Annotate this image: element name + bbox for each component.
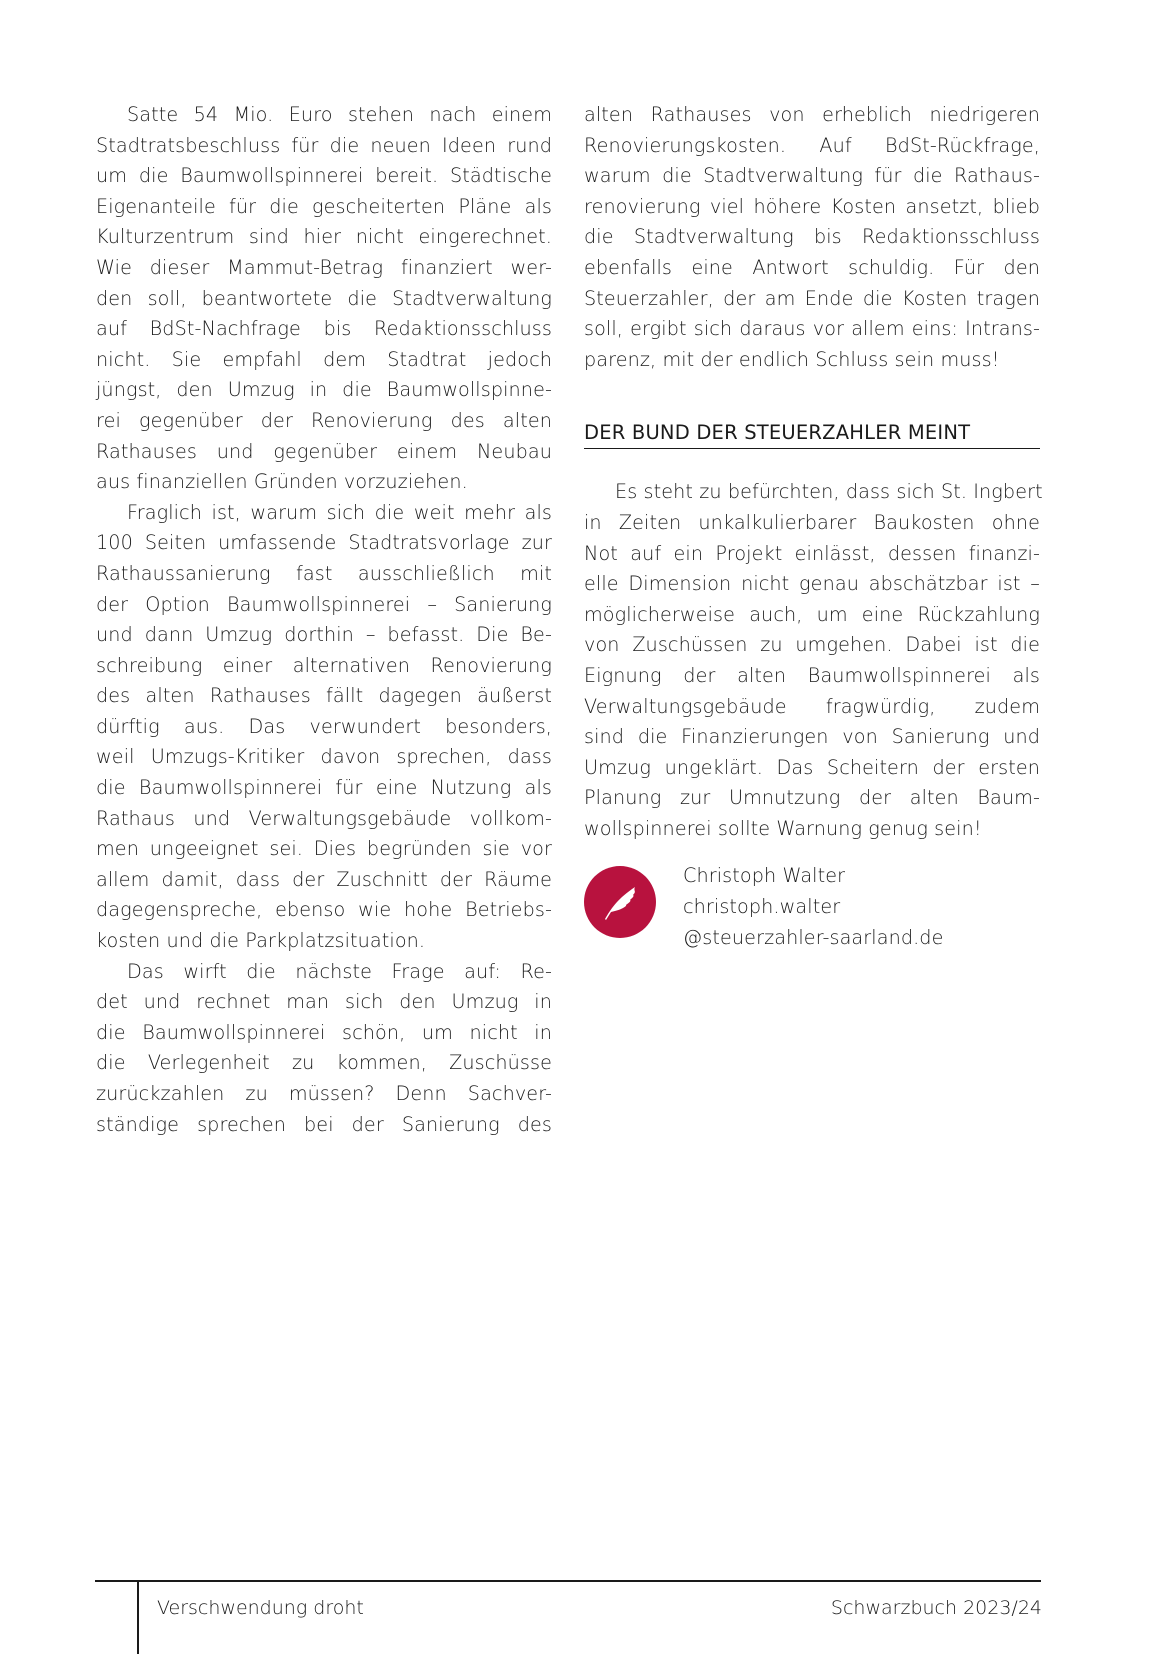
text-line: Rathauses und gegenüber einem Neubau bbox=[96, 439, 552, 463]
left-column bbox=[96, 100, 552, 1140]
text-line: Rathaus und Verwaltungsgebäude vollkom- bbox=[96, 806, 552, 830]
author-name: Christoph Walter bbox=[683, 864, 846, 888]
text-line: sind die Finanzierungen von Sanierung und bbox=[584, 725, 1040, 749]
right-column-intro bbox=[584, 100, 1040, 375]
text-line: Not auf ein Projekt einlässt, dessen finanzi- bbox=[584, 541, 1040, 565]
text-line: der Option Baumwollspinnerei – Sanierung bbox=[96, 592, 552, 616]
author-details bbox=[683, 861, 944, 953]
text-line: wollspinnerei sollte Warnung genug sein! bbox=[584, 816, 982, 840]
text-line: Es steht zu befürchten, dass sich St. Ingbert bbox=[615, 480, 1043, 504]
footer-vertical-rule bbox=[137, 1581, 139, 1654]
text-line: soll, ergibt sich daraus vor allem eins: Intrans- bbox=[584, 317, 1040, 341]
quill-icon bbox=[584, 866, 656, 938]
text-line: Eigenanteile für die gescheiterten Pläne als bbox=[96, 194, 552, 218]
text-line: weil Umzugs-Kritiker davon sprechen, dass bbox=[96, 745, 552, 769]
text-line: men ungeeignet sei. Dies begründen sie vor bbox=[96, 837, 552, 861]
footer-publication: Schwarzbuch 2023/24 bbox=[830, 1597, 1042, 1619]
text-line: von Zuschüssen zu umgehen. Dabei ist die bbox=[584, 633, 1040, 657]
text-line: Eignung der alten Baumwollspinnerei als bbox=[584, 663, 1040, 687]
text-line: ebenfalls eine Antwort schuldig. Für den bbox=[584, 255, 1040, 279]
text-line: Satte 54 Mio. Euro stehen nach einem bbox=[127, 103, 552, 126]
text-line: dagegenspreche, ebenso wie hohe Betriebs- bbox=[96, 898, 552, 922]
text-line: um die Baumwollspinnerei bereit. Städtische bbox=[96, 164, 552, 188]
text-line: die Stadtverwaltung bis Redaktionsschluss bbox=[584, 225, 1040, 249]
text-line: ständige sprechen bei der Sanierung des bbox=[96, 1112, 552, 1136]
text-line: elle Dimension nicht genau abschätzbar ist – bbox=[584, 572, 1040, 596]
text-line: zurückzahlen zu müssen? Denn Sachver- bbox=[96, 1082, 552, 1105]
footer-rule bbox=[95, 1580, 1041, 1582]
author-email-line1[interactable]: christoph.walter bbox=[683, 895, 841, 919]
text-line: Fraglich ist, warum sich die weit mehr als bbox=[127, 500, 552, 524]
author-block bbox=[584, 864, 1040, 964]
text-line: in Zeiten unkalkulierbarer Baukosten ohne bbox=[584, 510, 1040, 534]
text-line: jüngst, den Umzug in die Baumwollspinne- bbox=[96, 378, 552, 402]
footer-section-title: Verschwendung droht bbox=[157, 1597, 364, 1619]
text-line: 100 Seiten umfassende Stadtratsvorlage zur bbox=[96, 531, 552, 555]
text-line: det und rechnet man sich den Umzug in bbox=[96, 990, 552, 1014]
text-line: renovierung viel höhere Kosten ansetzt, blieb bbox=[584, 194, 1040, 218]
text-line: auf BdSt-Nachfrage bis Redaktionsschluss bbox=[96, 317, 552, 341]
paragraph bbox=[96, 498, 552, 957]
opinion-body bbox=[584, 477, 1043, 844]
text-line: die Verlegenheit zu kommen, Zuschüsse bbox=[96, 1051, 552, 1075]
author-email-line2[interactable]: @steuerzahler-saarland.de bbox=[683, 925, 944, 949]
text-line: nicht. Sie empfahl dem Stadtrat jedoch bbox=[96, 347, 552, 371]
text-line: Stadtratsbeschluss für die neuen Ideen rund bbox=[96, 133, 552, 157]
text-line: Verwaltungsgebäude fragwürdig, zudem bbox=[584, 694, 1040, 718]
text-line: Umzug ungeklärt. Das Scheitern der ersten bbox=[584, 755, 1040, 779]
text-line: Kulturzentrum sind hier nicht eingerechnet. bbox=[96, 225, 552, 249]
right-column bbox=[584, 100, 1043, 964]
text-line: Das wirft die nächste Frage auf: Re- bbox=[127, 959, 552, 983]
text-line: aus finanziellen Gründen vorzuziehen. bbox=[96, 470, 468, 494]
text-line: warum die Stadtverwaltung für die Rathaus- bbox=[584, 164, 1040, 188]
text-line: den soll, beantwortete die Stadtverwaltung bbox=[96, 286, 552, 310]
opinion-heading: DER BUND DER STEUERZAHLER MEINT bbox=[584, 419, 1040, 449]
text-line: die Baumwollspinnerei schön, um nicht in bbox=[96, 1020, 552, 1044]
text-line: des alten Rathauses fällt dagegen äußerst bbox=[96, 684, 552, 708]
text-line: rei gegenüber der Renovierung des alten bbox=[96, 408, 552, 432]
paragraph bbox=[96, 957, 552, 1141]
text-line: dürftig aus. Das verwundert besonders, bbox=[96, 714, 552, 738]
text-line: Wie dieser Mammut-Betrag finanziert wer- bbox=[96, 255, 552, 279]
text-line: Renovierungskosten. Auf BdSt-Rückfrage, bbox=[584, 133, 1040, 157]
text-line: kosten und die Parkplatzsituation. bbox=[96, 929, 426, 953]
text-line: allem damit, dass der Zuschnitt der Räume bbox=[96, 867, 552, 891]
text-line: Rathaussanierung fast ausschließlich mit bbox=[96, 561, 552, 585]
text-line: die Baumwollspinnerei für eine Nutzung als bbox=[96, 776, 552, 800]
text-line: Planung zur Umnutzung der alten Baum- bbox=[584, 786, 1040, 810]
paragraph bbox=[584, 477, 1043, 844]
text-line: alten Rathauses von erheblich niedrigeren bbox=[584, 103, 1040, 126]
text-line: möglicherweise auch, um eine Rückzahlung bbox=[584, 602, 1040, 626]
text-line: parenz, mit der endlich Schluss sein muss! bbox=[584, 347, 1000, 371]
paragraph bbox=[96, 100, 552, 498]
text-line: schreibung einer alternativen Renovierung bbox=[96, 653, 552, 677]
text-line: Steuerzahler, der am Ende die Kosten tragen bbox=[584, 286, 1040, 310]
paragraph bbox=[584, 100, 1040, 375]
text-line: und dann Umzug dorthin – befasst. Die Be- bbox=[96, 623, 552, 647]
